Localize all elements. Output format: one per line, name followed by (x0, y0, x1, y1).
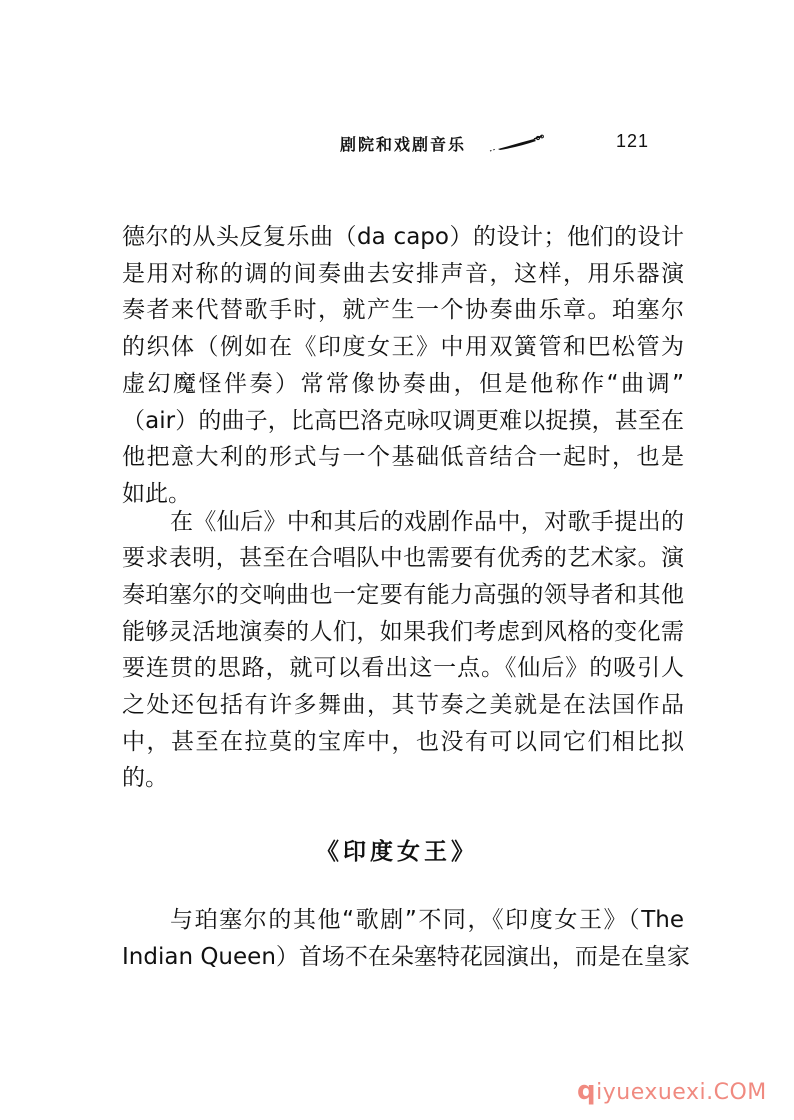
section-heading: 《印度女王》 (316, 838, 478, 865)
paragraph-2-line-7: 中，甚至在拉莫的宝库中，也没有可以同它们相比拟 (122, 729, 684, 755)
paragraph-2-line-4: 能够灵活地演奏的人们，如果我们考虑到风格的变化需 (122, 619, 684, 645)
paragraph-2-line-5: 要连贯的思路，就可以看出这一点。《仙后》的吸引人 (122, 655, 684, 681)
page-number: 121 (616, 131, 650, 151)
paragraph-2-line-6: 之处还包括有许多舞曲，其节奏之美就是在法国作品 (122, 692, 684, 718)
paragraph-1-line-2: 是用对称的调的间奏曲去安排声音，这样，用乐器演 (122, 261, 684, 287)
site-watermark (577, 1076, 767, 1106)
paragraph-1-line-6: （air）的曲子，比高巴洛克咏叹调更难以捉摸，甚至在 (122, 408, 684, 434)
paragraph-1-line-7: 他把意大利的形式与一个基础低音结合一起时，也是 (122, 444, 684, 470)
running-head (340, 128, 548, 158)
paragraph-2-line-3: 奏珀塞尔的交响曲也一定要有能力高强的领导者和其他 (122, 582, 684, 608)
paragraph-1-line-1: 德尔的从头反复乐曲（da capo）的设计；他们的设计 (122, 224, 684, 250)
paragraph-1-line-5: 虚幻魔怪伴奏）常常像协奏曲，但是他称作“曲调” (122, 371, 684, 397)
paragraph-1-line-4: 的织体（例如在《印度女王》中用双簧管和巴松管为 (122, 334, 684, 360)
paragraph-2-line-8: 的。 (122, 765, 168, 791)
paragraph-3-line-1: 与珀塞尔的其他“歌剧”不同，《印度女王》（The (170, 907, 684, 933)
watermark-prefix: q (577, 1076, 597, 1106)
paragraph-1-line-8: 如此。 (122, 481, 191, 507)
paragraph-2-line-1: 在《仙后》中和其后的戏剧作品中，对歌手提出的 (170, 509, 684, 535)
paragraph-2-line-2: 要求表明，甚至在合唱队中也需要有优秀的艺术家。演 (122, 545, 684, 571)
quill-pen-icon (488, 134, 548, 154)
watermark-text: iyuexuexi.COM (596, 1080, 767, 1105)
chapter-title: 剧院和戏剧音乐 (340, 134, 467, 154)
paragraph-1-line-3: 奏者来代替歌手时，就产生一个协奏曲乐章。珀塞尔 (122, 297, 684, 323)
paragraph-3-line-2: Indian Queen）首场不在朵塞特花园演出，而是在皇家 (122, 944, 690, 970)
